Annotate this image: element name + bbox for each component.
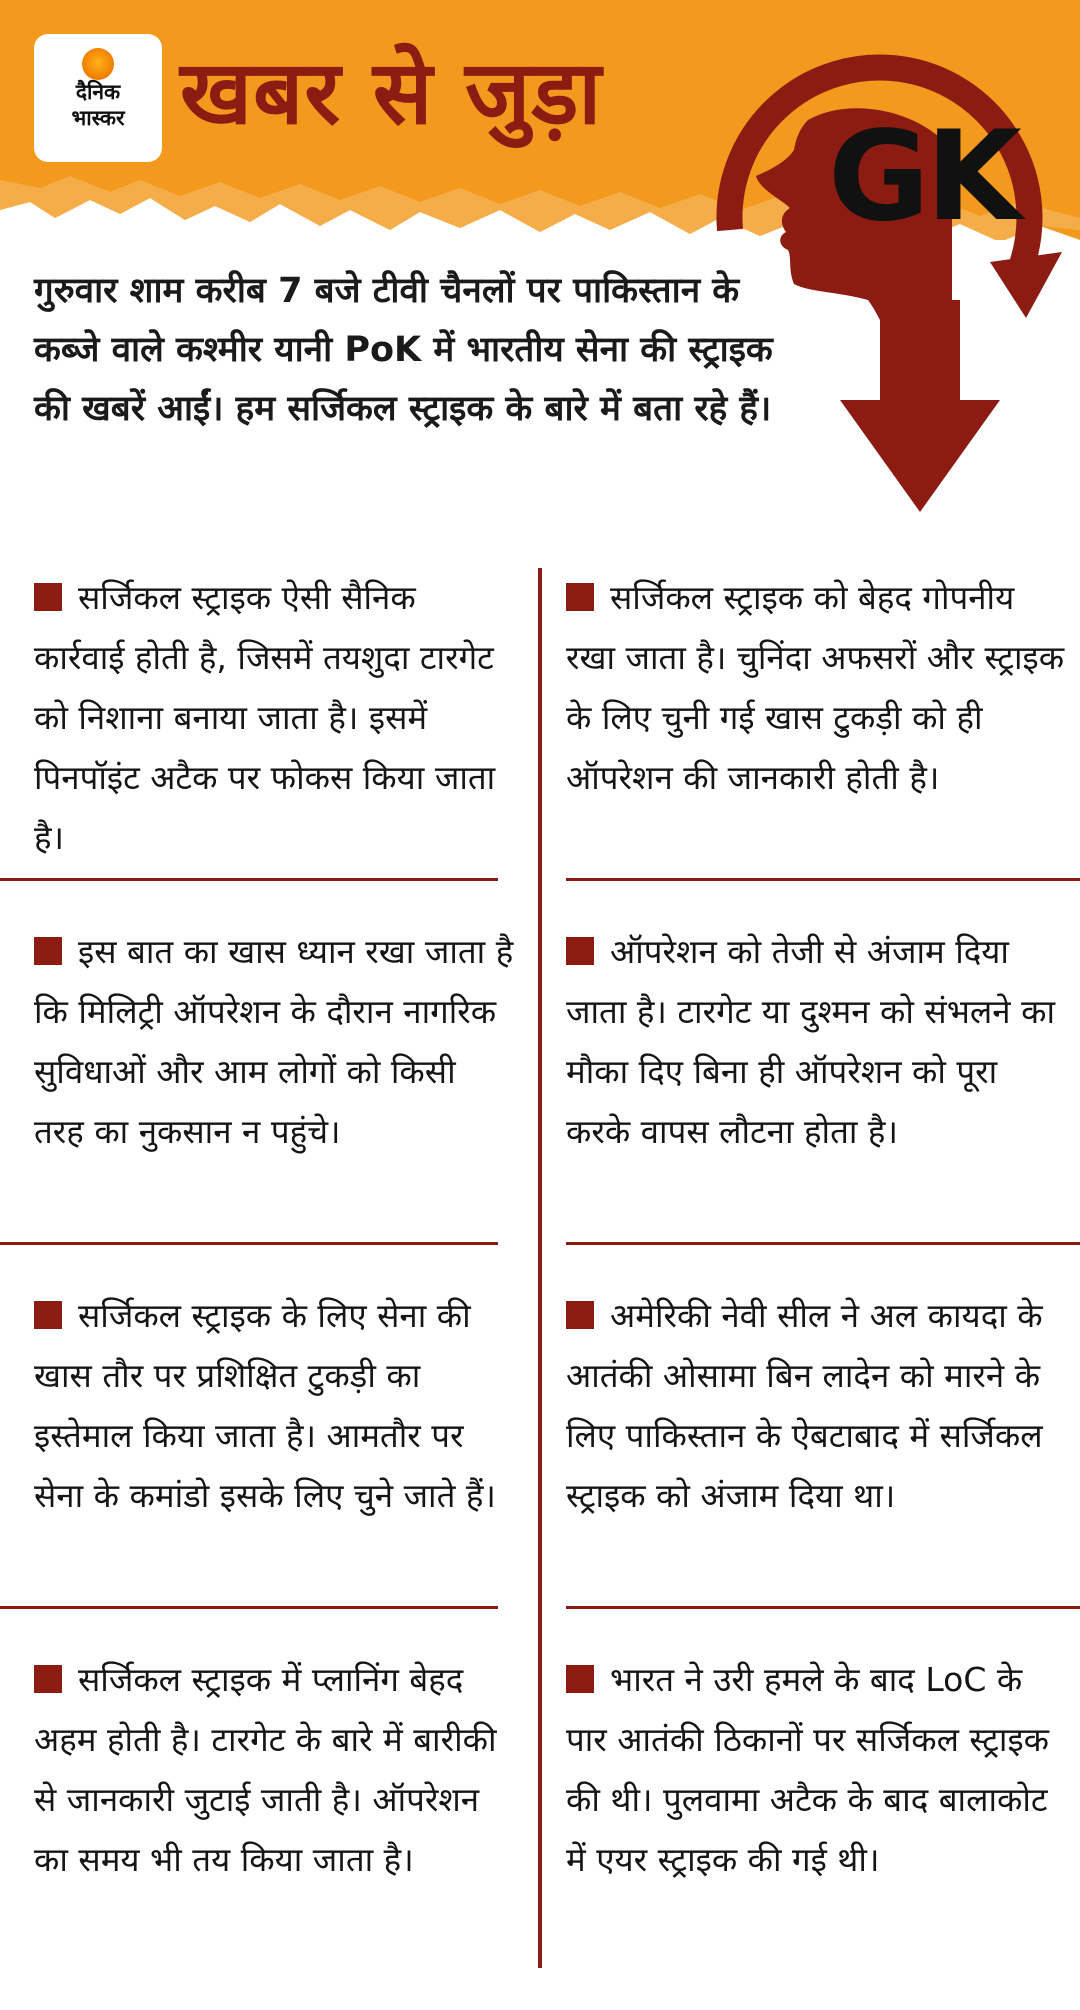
column-divider [538,568,542,1968]
row-divider [0,878,498,881]
gk-badge: GK [828,105,1018,249]
fact-text: सर्जिकल स्ट्राइक ऐसी सैनिक कार्रवाई होती है, जिसमें तयशुदा टारगेट को निशाना बनाया जाता है। इसमें पिनपॉइंट अटैक पर फोकस किया जाता है। [34,578,496,857]
row-divider [566,1242,1080,1245]
page-title: खबर से जुड़ा [180,41,603,144]
row-divider [0,1606,498,1609]
fact-text: अमेरिकी नेवी सील ने अल कायदा के आतंकी ओसामा बिन लादेन को मारने के लिए पाकिस्तान के ऐबटाबाद में सर्जिकल स्ट्राइक को अंजाम दिया था। [566,1296,1043,1515]
square-bullet-icon [566,937,594,965]
fact-text: भारत ने उरी हमले के बाद LoC के पार आतंकी ठिकानों पर सर्जिकल स्ट्राइक की थी। पुलवामा अटैक के बाद बालाकोट में एयर स्ट्राइक की गई थी। [566,1660,1049,1879]
fact-card-left-1 [34,568,514,928]
fact-text: ऑपरेशन को तेजी से अंजाम दिया जाता है। टारगेट या दुश्मन को संभलने का मौका दिए बिना ही ऑपरेशन को पूरा करके वापस लौटना होता है। [566,932,1055,1151]
square-bullet-icon [566,1665,594,1693]
fact-text: इस बात का खास ध्यान रखा जाता है कि मिलिट्री ऑपरेशन के दौरान नागरिक सुविधाओं और आम लोगों को किसी तरह का नुकसान न पहुंचे। [34,932,514,1151]
fact-card-left-3 [34,1286,514,1646]
row-divider [566,1606,1080,1609]
row-divider [566,878,1080,881]
square-bullet-icon [34,583,62,611]
logo-line-1: दैनिक [75,80,121,104]
square-bullet-icon [566,1301,594,1329]
fact-text: सर्जिकल स्ट्राइक के लिए सेना की खास तौर पर प्रशिक्षित टुकड़ी का इस्तेमाल किया जाता है। आमतौर पर सेना के कमांडो इसके लिए चुने जाते हैं। [34,1296,496,1515]
fact-text: सर्जिकल स्ट्राइक में प्लानिंग बेहद अहम होती है। टारगेट के बारे में बारीकी से जानकारी जुटाई जाती है। ऑपरेशन का समय भी तय किया जाता है। [34,1660,497,1879]
row-divider [0,1242,498,1245]
fact-card-right-1 [566,568,1066,928]
square-bullet-icon [34,1301,62,1329]
intro-paragraph: गुरुवार शाम करीब 7 बजे टीवी चैनलों पर पाकिस्तान के कब्जे वाले कश्मीर यानी PoK में भारतीय सेना की स्ट्राइक की खबरें आईं। हम सर्जिकल स्ट्राइक के बारे में बता रहे हैं। [34,271,773,429]
fact-card-right-2 [566,922,1066,1282]
square-bullet-icon [566,583,594,611]
square-bullet-icon [34,937,62,965]
square-bullet-icon [34,1665,62,1693]
fact-card-left-4 [34,1650,514,2010]
fact-card-left-2 [34,922,514,1282]
dainik-bhaskar-logo [34,34,162,162]
facts-grid [0,556,1080,1984]
sun-icon [82,48,114,80]
fact-text: सर्जिकल स्ट्राइक को बेहद गोपनीय रखा जाता है। चुनिंदा अफसरों और स्ट्राइक के लिए चुनी गई खास टुकड़ी को ही ऑपरेशन की जानकारी होती है। [566,578,1065,797]
fact-card-right-4 [566,1650,1066,2010]
fact-card-right-3 [566,1286,1066,1646]
logo-line-2: भास्कर [71,106,125,130]
